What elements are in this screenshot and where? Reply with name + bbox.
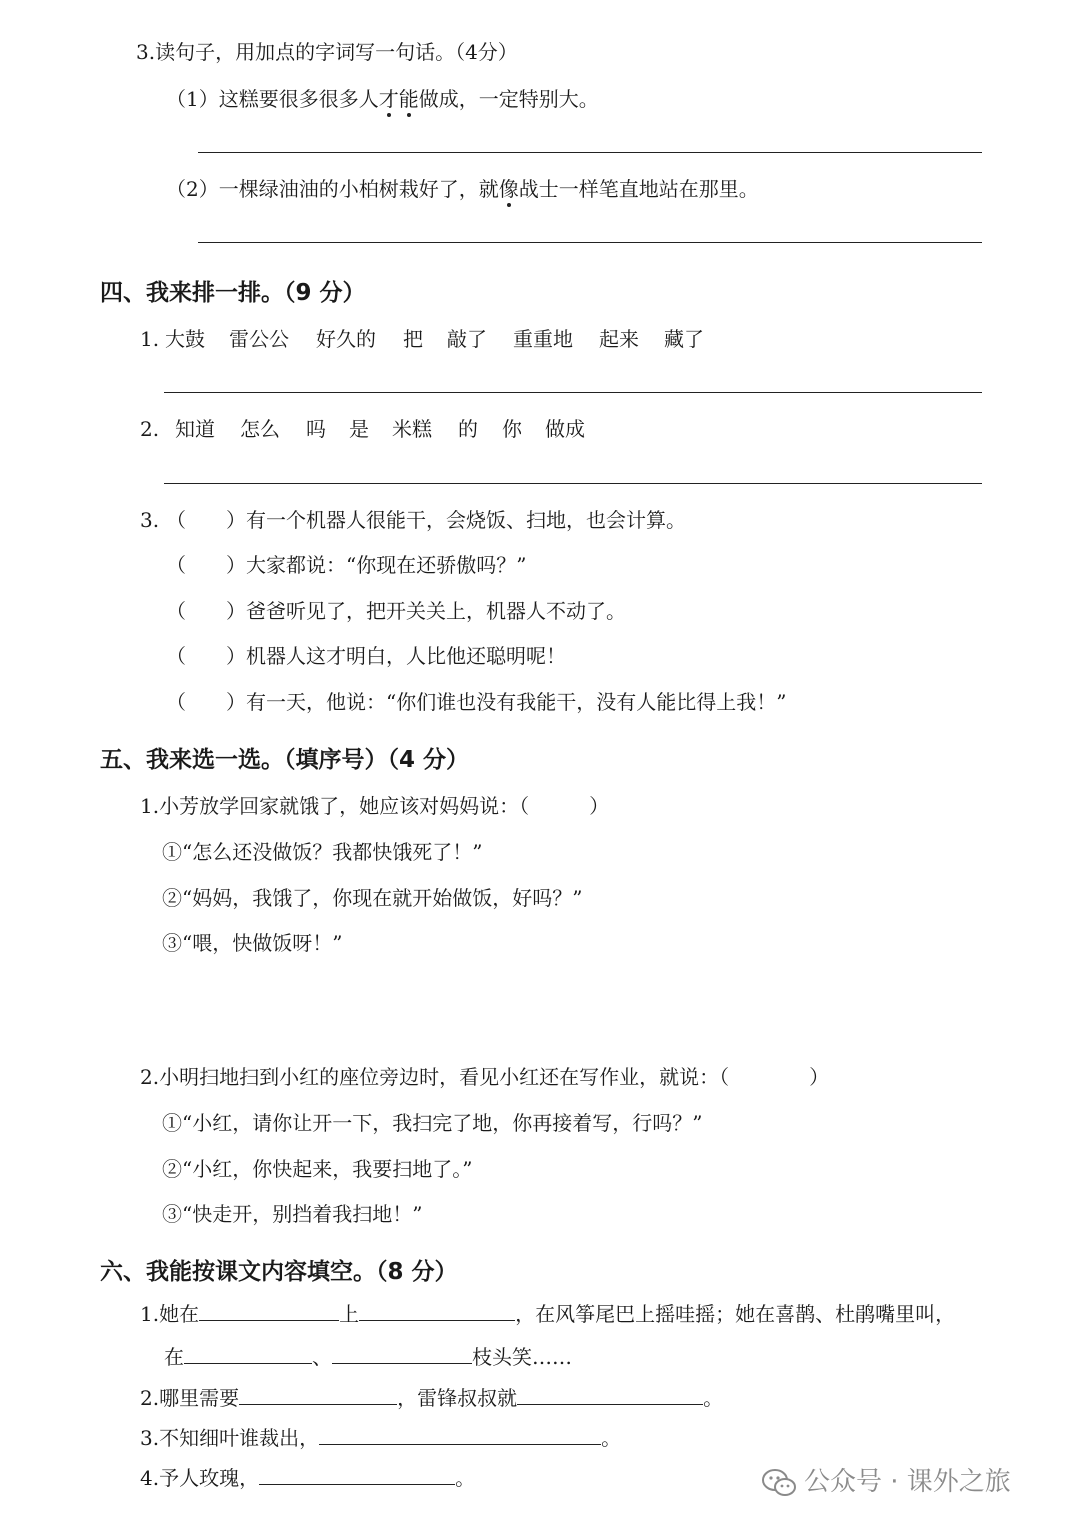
word: 好久的: [316, 327, 376, 351]
word: 你: [502, 417, 522, 441]
word: 敲了: [447, 327, 487, 351]
sec4-item1-num: 1.: [140, 327, 160, 351]
answer-line[interactable]: [198, 152, 982, 153]
sec5-q1[interactable]: 1.小芳放学回家就饿了，她应该对妈妈说：（ ）: [140, 794, 610, 818]
word: 把: [403, 327, 423, 351]
answer-line[interactable]: [164, 483, 982, 484]
choice-option: ①“小红，请你让开一下，我扫完了地，你再接着写，行吗？”: [162, 1111, 703, 1135]
order-line[interactable]: （ ）有一个机器人很能干，会烧饭、扫地，也会计算。: [166, 508, 686, 532]
answer-line[interactable]: [164, 392, 982, 393]
fill-line-4: 4.予人玫瑰， 。: [140, 1462, 475, 1492]
q3-sentence-1: （1）这糕要很多很多人才能做成，一定特别大。: [166, 87, 599, 111]
choice-option: ②“小红，你快起来，我要扫地了。”: [162, 1157, 473, 1181]
q3-sentence-2: （2）一棵绿油油的小柏树栽好了，就像战士一样笔直地站在那里。: [166, 177, 759, 201]
fill-blank[interactable]: [184, 1341, 312, 1364]
section-6-heading: 六、我能按课文内容填空。（8 分）: [100, 1259, 458, 1285]
fill-line-1: 1.她在 上 ，在风筝尾巴上摇哇摇；她在喜鹊、杜鹃嘴里叫，: [140, 1298, 955, 1328]
fill-line-1b: 在 、 枝头笑……: [164, 1341, 572, 1371]
sec5-q2[interactable]: 2.小明扫地扫到小红的座位旁边时，看见小红还在写作业，就说：（ ）: [140, 1065, 830, 1089]
word: 的: [458, 417, 478, 441]
fill-blank[interactable]: [359, 1298, 515, 1321]
word: 雷公公: [229, 327, 289, 351]
dotted-char: 像: [498, 177, 519, 201]
word: 怎么: [240, 417, 280, 441]
fill-line-2: 2.哪里需要 ，雷锋叔叔就 。: [140, 1382, 723, 1412]
word: 藏了: [664, 327, 704, 351]
choice-option: ②“妈妈，我饿了，你现在就开始做饭，好吗？”: [162, 886, 583, 910]
answer-line[interactable]: [198, 242, 982, 243]
sec4-item3-num: 3.: [140, 508, 160, 532]
order-line[interactable]: （ ）有一天，他说：“你们谁也没有我能干，没有人能比得上我！”: [166, 690, 787, 714]
section-5-heading: 五、我来选一选。（填序号）（4 分）: [100, 747, 470, 773]
fill-line-3: 3.不知细叶谁裁出， 。: [140, 1422, 621, 1452]
word: 是: [349, 417, 369, 441]
fill-blank[interactable]: [319, 1422, 601, 1445]
word: 重重地: [513, 327, 573, 351]
fill-blank[interactable]: [259, 1462, 455, 1485]
sec4-item2-num: 2.: [140, 417, 160, 441]
word: 知道: [175, 417, 215, 441]
word: 起来: [599, 327, 639, 351]
fill-blank[interactable]: [332, 1341, 472, 1364]
fill-blank[interactable]: [239, 1382, 397, 1405]
wechat-icon: [762, 1468, 796, 1498]
word: 米糕: [392, 417, 432, 441]
word: 做成: [545, 417, 585, 441]
fill-blank[interactable]: [199, 1298, 339, 1321]
choice-option: ①“怎么还没做饭？我都快饿死了！”: [162, 840, 483, 864]
choice-option: ③“快走开，别挡着我扫地！”: [162, 1202, 423, 1226]
order-line[interactable]: （ ）大家都说：“你现在还骄傲吗？”: [166, 553, 527, 577]
q3-title: 3.读句子，用加点的字词写一句话。（4分）: [136, 40, 518, 64]
watermark: [762, 1462, 1011, 1502]
order-line[interactable]: （ ）机器人这才明白，人比他还聪明呢！: [166, 644, 566, 668]
section-4-heading: 四、我来排一排。（9 分）: [100, 280, 366, 306]
dotted-char: 才: [378, 87, 399, 111]
choice-option: ③“喂，快做饭呀！”: [162, 931, 343, 955]
word: 大鼓: [165, 327, 205, 351]
order-line[interactable]: （ ）爸爸听见了，把开关关上，机器人不动了。: [166, 599, 626, 623]
dotted-char: 能: [398, 87, 419, 111]
watermark-text: 公众号 · 课外之旅: [804, 1467, 1011, 1497]
word: 吗: [306, 417, 326, 441]
fill-blank[interactable]: [517, 1382, 703, 1405]
